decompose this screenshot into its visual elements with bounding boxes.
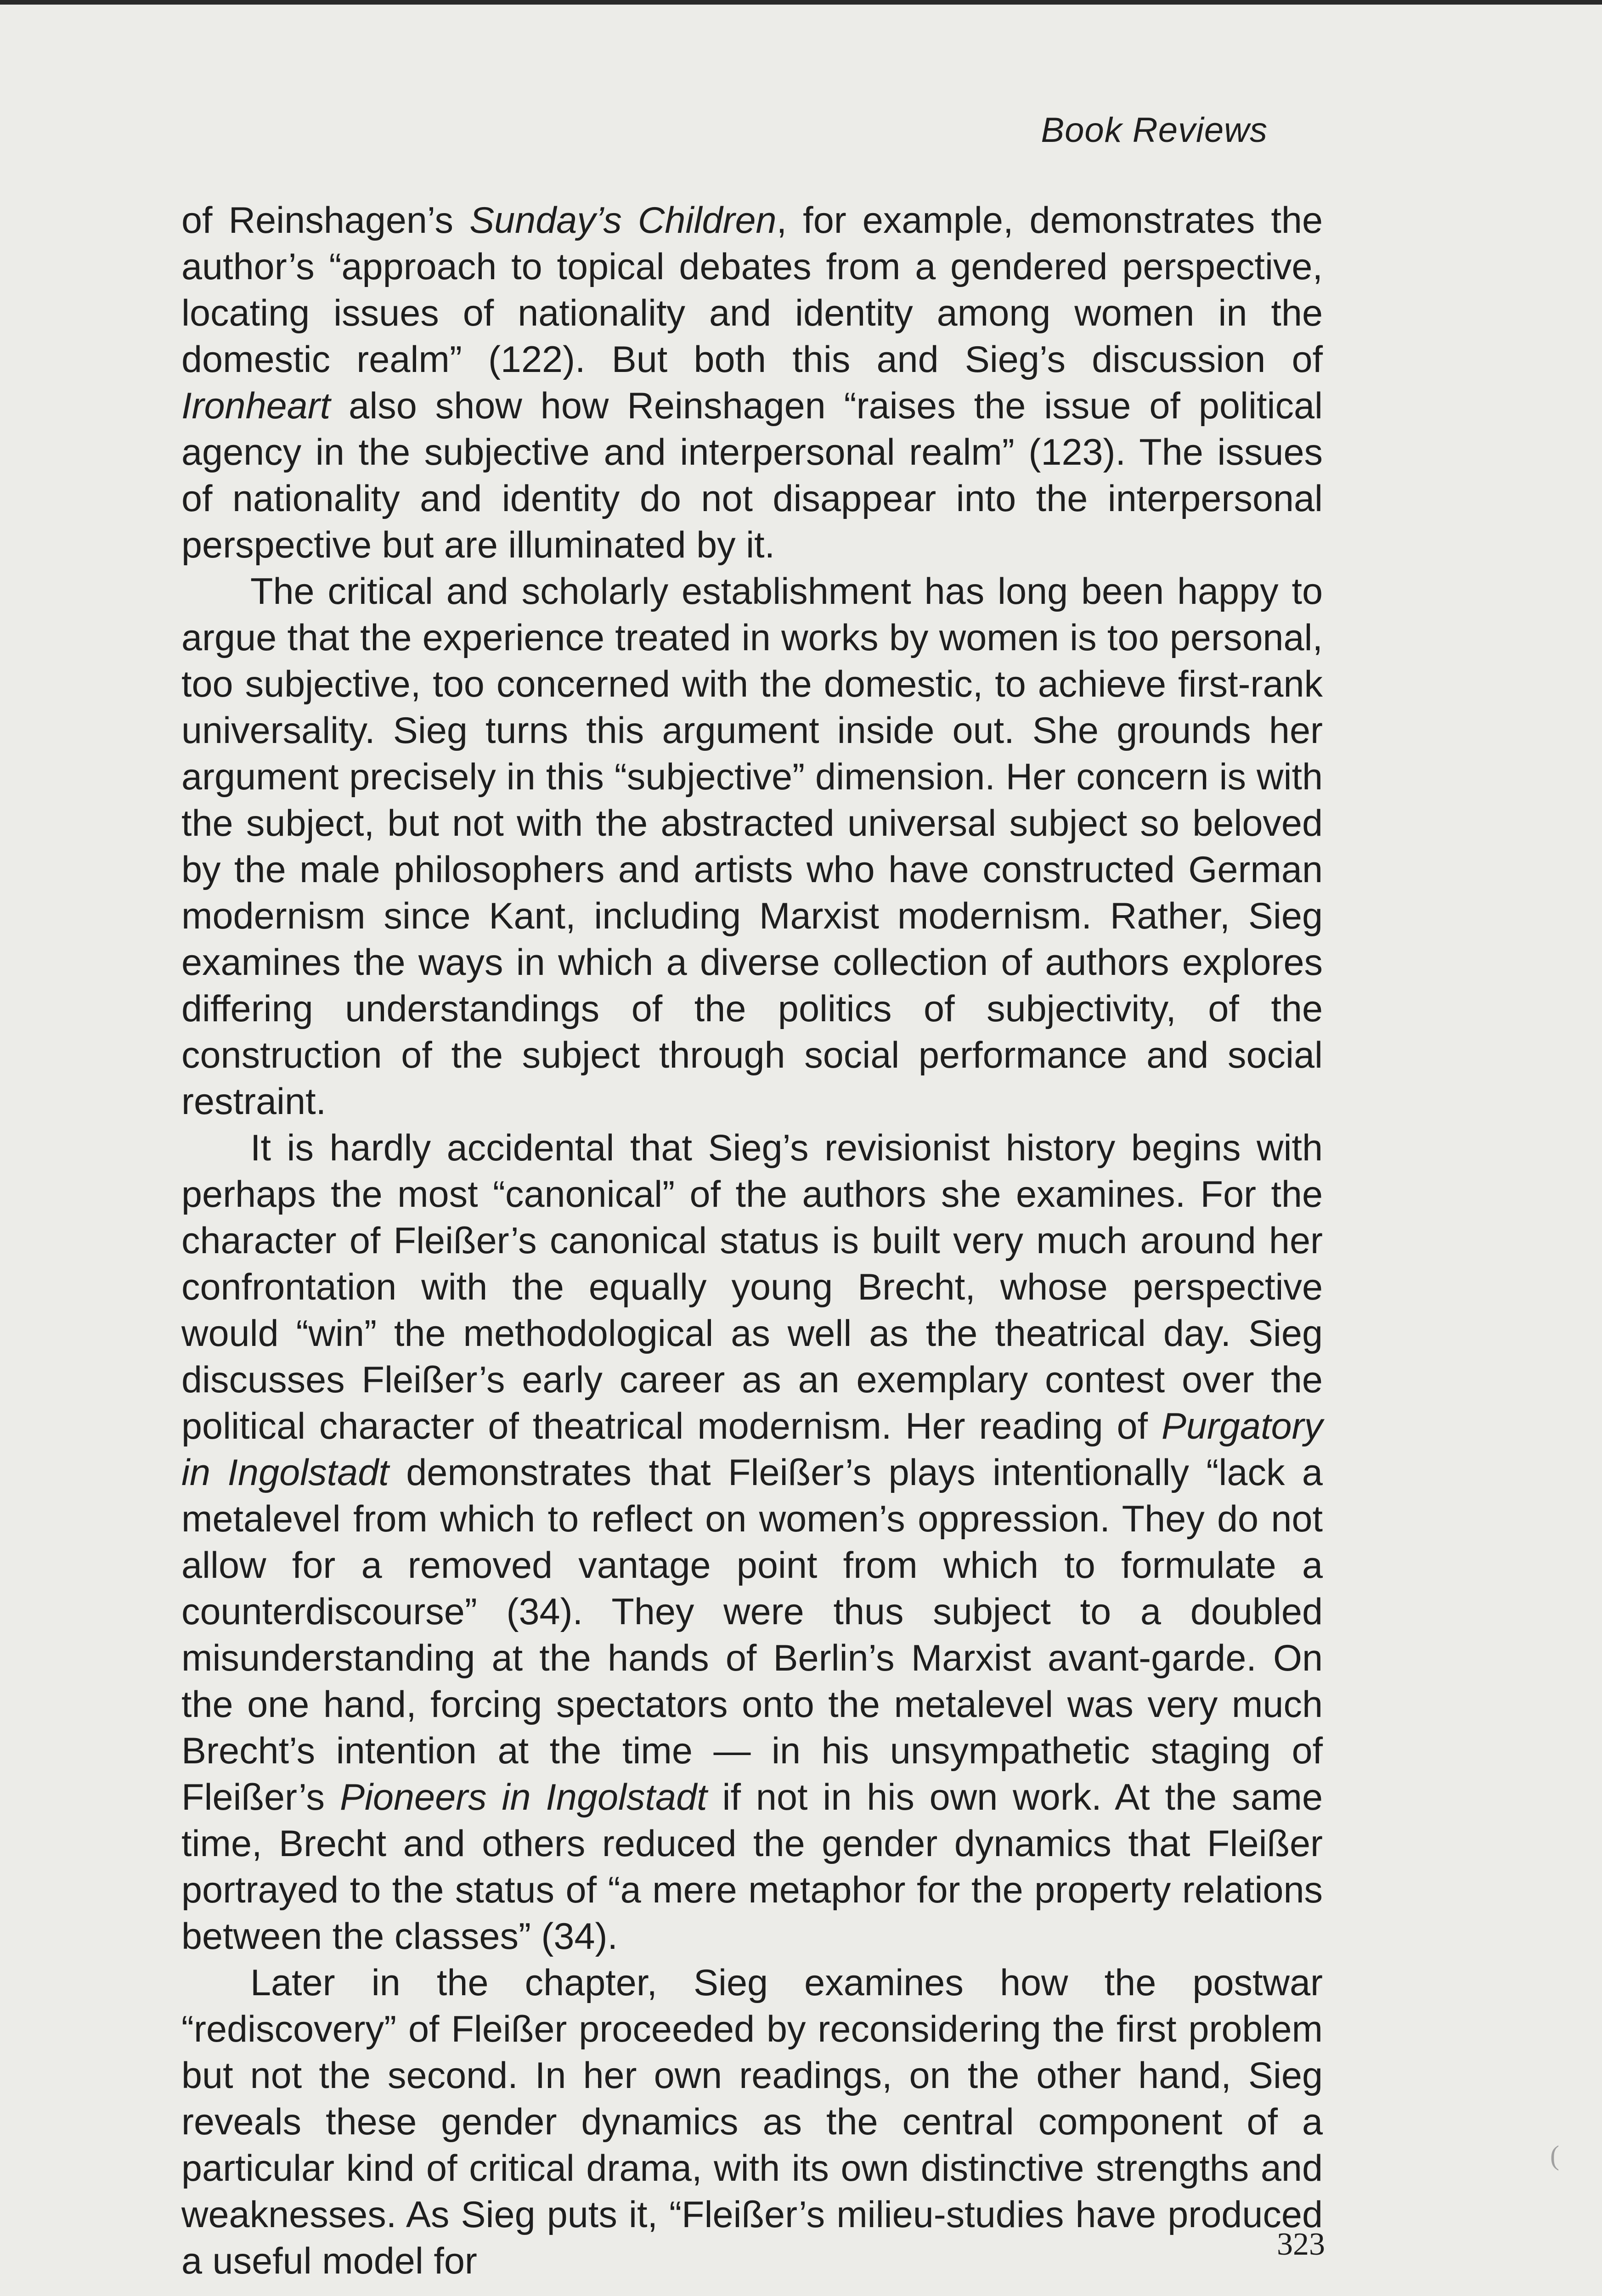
margin-pencil-mark: ( — [1550, 2140, 1559, 2171]
text-segment: demonstrates that Fleißer’s plays intentionally “lack a metalevel from which to reflect on women’s oppression. They do not allow for a removed vantage point from which to formulate a counterdiscourse” (34). They were thus subject to a doubled misunderstanding at the hands of Berlin’s Marxist avant-garde. On the one hand, forcing spectators onto the metalevel was very much Brecht’s intention at the time — in his unsympathetic staging of Fleißer’s — [181, 1452, 1323, 1818]
text-segment: The critical and scholarly establishment has long been happy to argue that the experience treated in works by women is too personal, too subjective, too concerned with the domestic, to achieve first-rank universality. Sieg turns this argument inside out. She grounds her argument precisely in this “subjective” dimension. Her concern is with the subject, but not with the abstracted universal subject so beloved by the male philosophers and artists who have constructed German modernism since Kant, including Marxist modernism. Rather, Sieg examines the ways in which a diverse collection of authors explores differing understandings of the politics of subjectivity, of the construction of the subject through social performance and social restraint. — [181, 571, 1323, 1122]
review-body-text — [181, 197, 1323, 2285]
text-segment: Later in the chapter, Sieg examines how the postwar “rediscovery” of Fleißer proceeded by reconsidering the first problem but not the second. In her own readings, on the other hand, Sieg reveals these gender dynamics as the central component of a particular kind of critical drama, with its own distinctive strengths and weaknesses. As Sieg puts it, “Fleißer’s milieu-studies have produced a useful model for — [181, 1962, 1323, 2282]
body-paragraph — [181, 1125, 1323, 1960]
body-paragraph — [181, 568, 1323, 1125]
text-segment: It is hardly accidental that Sieg’s revisionist history begins with perhaps the most “canonical” of the authors she examines. For the character of Fleißer’s canonical status is built very much around her confrontation with the equally young Brecht, whose perspective would “win” the methodological as well as the theatrical day. Sieg discusses Fleißer’s early career as an exemplary contest over the political character of theatrical modernism. Her reading of — [181, 1127, 1323, 1447]
running-header: Book Reviews — [1041, 111, 1268, 150]
text-segment: also show how Reinshagen “raises the issue of political agency in the subjective and interpersonal realm” (123). The issues of nationality and identity do not disappear into the interpersonal perspective but are illuminated by it. — [181, 385, 1323, 566]
italic-title: Sunday’s Children — [469, 200, 777, 241]
page-top-border — [0, 0, 1602, 5]
italic-title: Ironheart — [181, 385, 331, 427]
text-segment: of Reinshagen’s — [181, 200, 470, 241]
body-paragraph — [181, 1960, 1323, 2285]
text-segment: if not in his own work. At the same time, Brecht and others reduced the gender dynamics that Fleißer portrayed to the status of “a mere metaphor for the property relations between the classes” (34). — [181, 1777, 1323, 1957]
italic-title: Purgatory in Ingolstadt — [181, 1406, 1323, 1493]
text-segment: , for example, demonstrates the author’s “approach to topical debates from a gendered perspective, locating issues of nationality and identity among women in the domestic realm” (122). But both this and Sieg’s discussion of — [181, 200, 1323, 380]
body-paragraph — [181, 197, 1323, 568]
page-number: 323 — [1277, 2227, 1325, 2262]
italic-title: Pioneers in Ingolstadt — [339, 1777, 707, 1818]
